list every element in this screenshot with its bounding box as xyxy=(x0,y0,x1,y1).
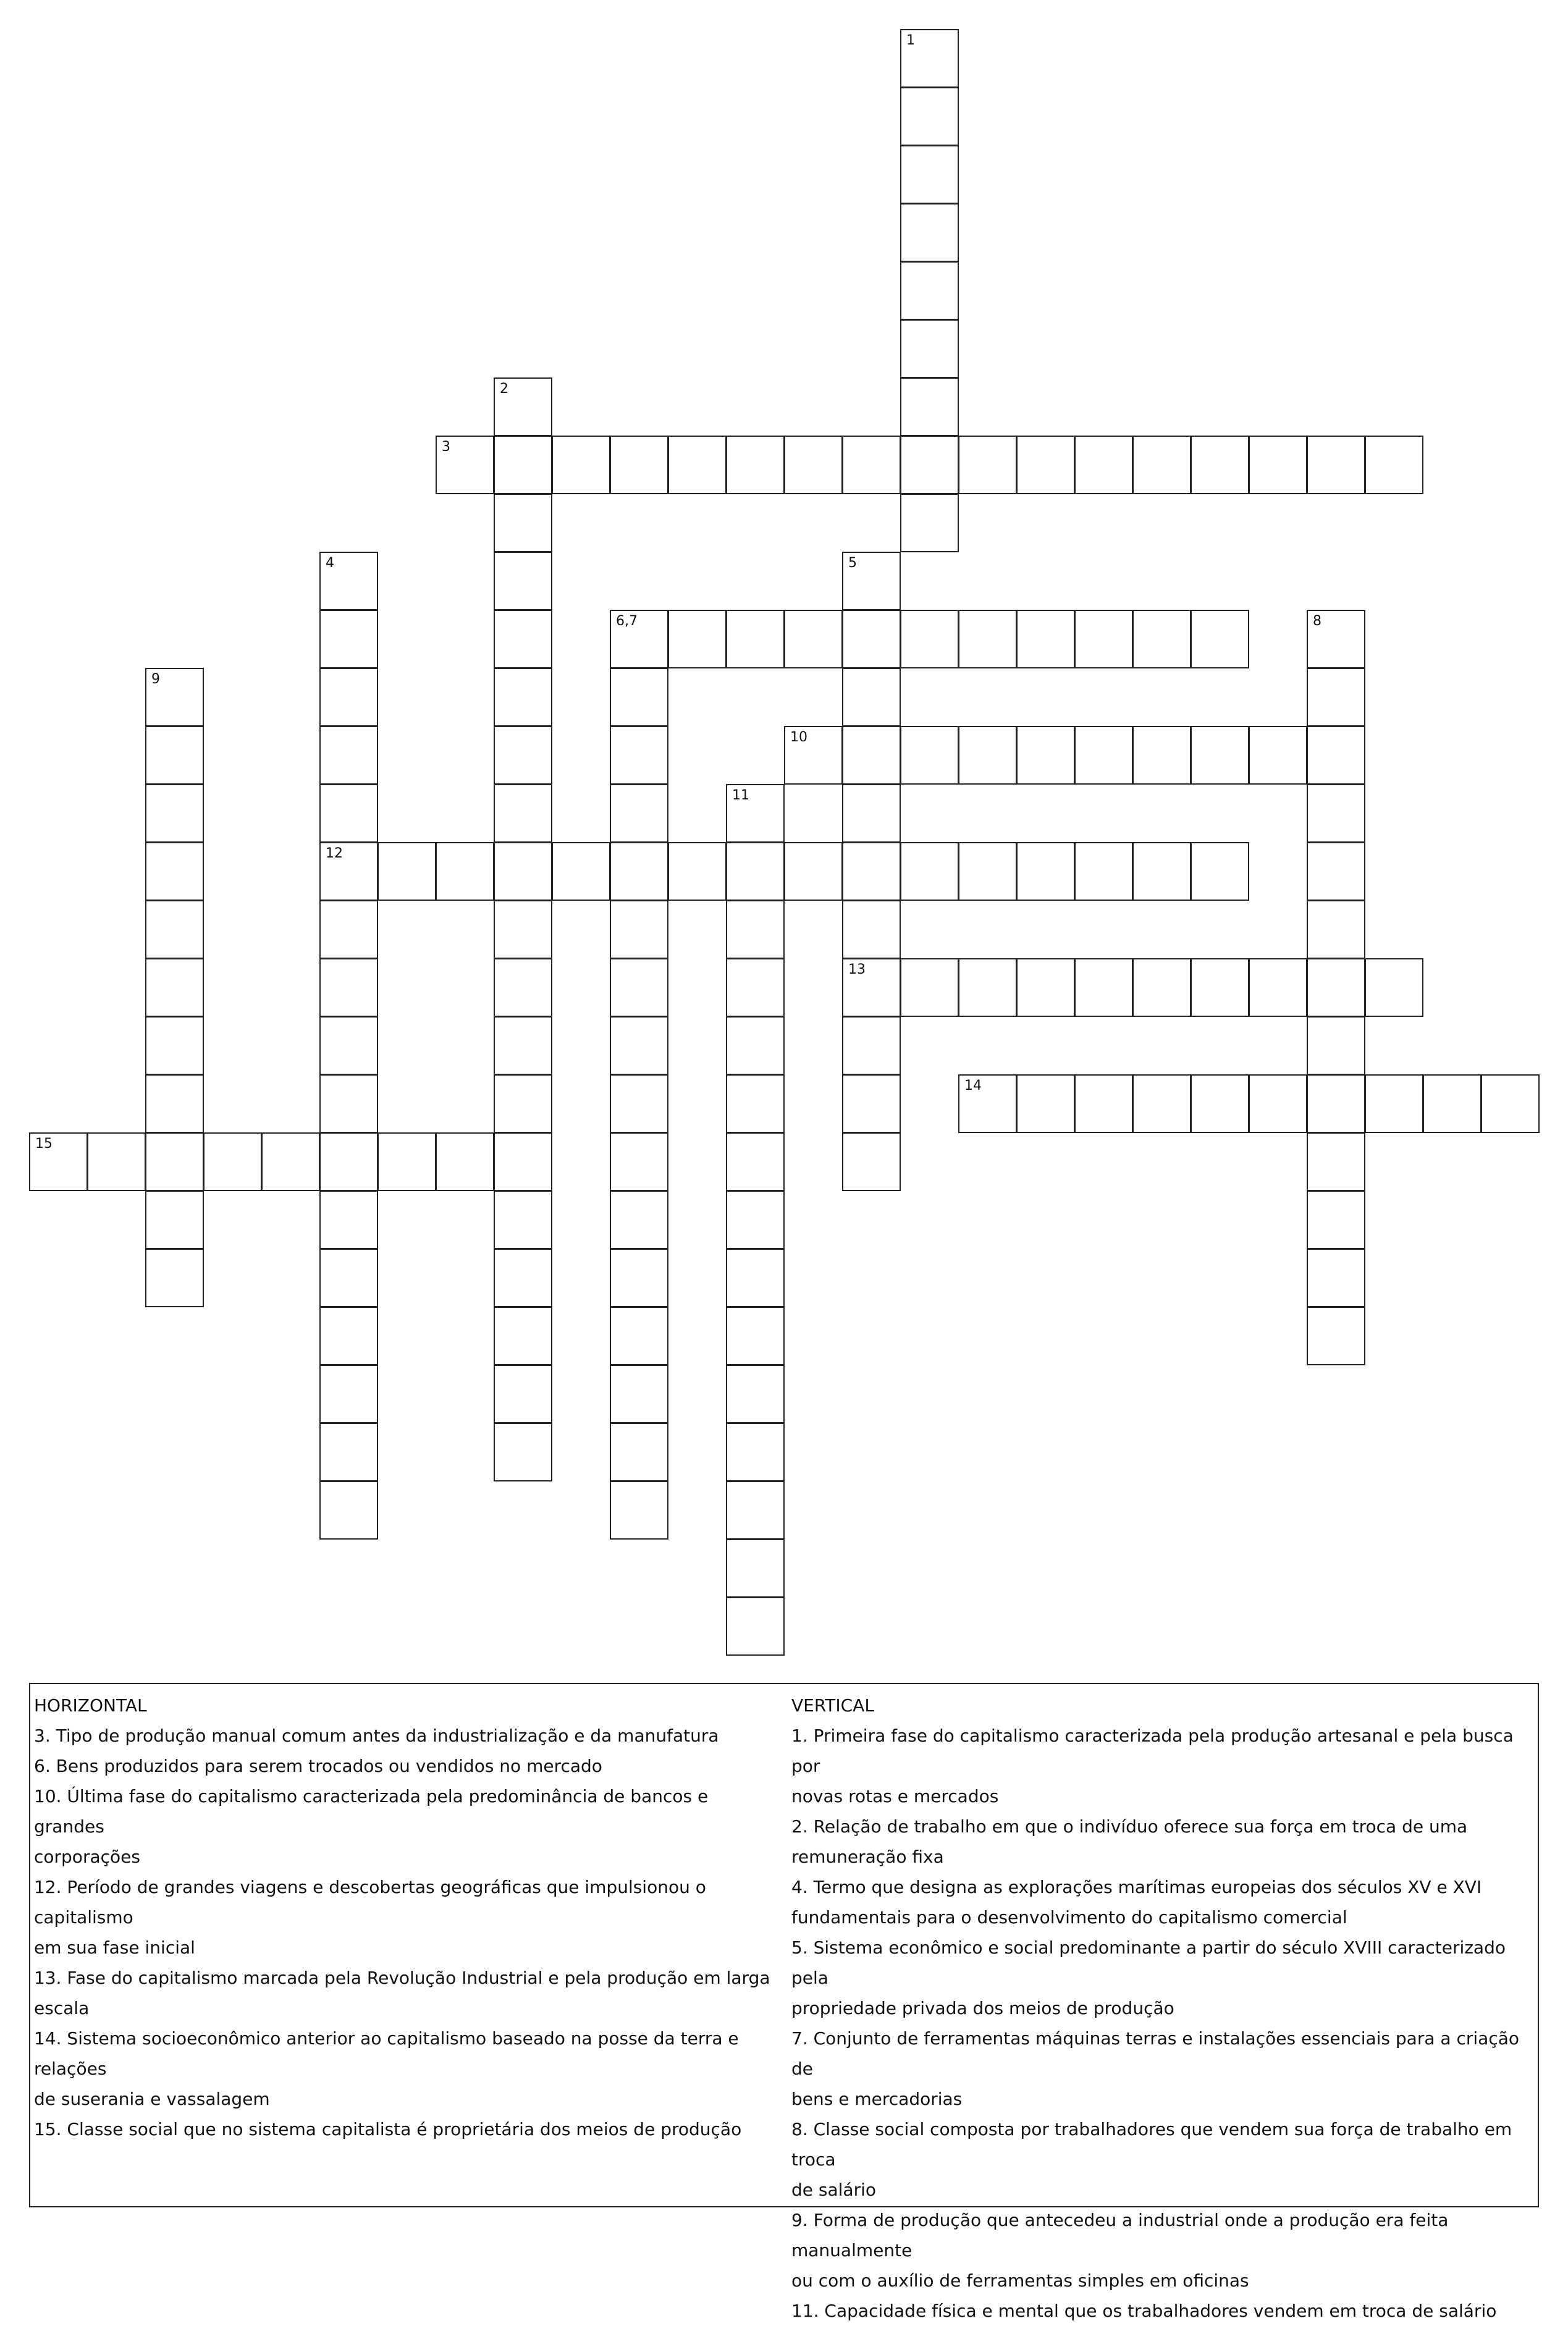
crossword-cell[interactable] xyxy=(319,1132,378,1191)
crossword-cell[interactable] xyxy=(145,1249,204,1307)
clue-number: 6,7 xyxy=(616,613,638,629)
crossword-cell[interactable] xyxy=(610,1190,668,1249)
crossword-cell[interactable] xyxy=(1016,958,1075,1017)
crossword-cell[interactable] xyxy=(610,1249,668,1307)
crossword-cell[interactable] xyxy=(145,726,204,785)
crossword-cell[interactable] xyxy=(494,552,552,610)
crossword-cell[interactable] xyxy=(610,1074,668,1133)
crossword-cell[interactable] xyxy=(319,1190,378,1249)
clue-number: 15 xyxy=(35,1136,53,1152)
crossword-cell[interactable] xyxy=(377,842,436,901)
crossword-cell[interactable] xyxy=(145,668,204,727)
crossword-cell[interactable] xyxy=(377,1132,436,1191)
crossword-cell[interactable] xyxy=(1016,436,1075,494)
clue-number: 1 xyxy=(906,33,915,48)
crossword-cell[interactable] xyxy=(494,1074,552,1133)
crossword-cell[interactable] xyxy=(494,842,552,901)
crossword-cell[interactable] xyxy=(494,1249,552,1307)
clue-line: 4. Termo que designa as explorações marítimas europeias dos séculos XV e XVI xyxy=(791,1877,1482,1897)
crossword-cell[interactable] xyxy=(610,1016,668,1075)
crossword-cell[interactable] xyxy=(494,1132,552,1191)
crossword-cell[interactable] xyxy=(610,784,668,843)
crossword-cell[interactable] xyxy=(784,726,843,785)
crossword-cell[interactable] xyxy=(958,1074,1017,1133)
clue-line: 12. Período de grandes viagens e descobertas geográficas que impulsionou o capitalismo xyxy=(34,1877,706,1928)
crossword-cell[interactable] xyxy=(319,1249,378,1307)
crossword-cell[interactable] xyxy=(1307,1307,1365,1365)
clue-number: 14 xyxy=(964,1078,982,1093)
crossword-cell[interactable] xyxy=(958,958,1017,1017)
crossword-cell[interactable] xyxy=(610,668,668,727)
crossword-cell[interactable] xyxy=(1307,610,1365,668)
crossword-cell[interactable] xyxy=(668,436,727,494)
crossword-cell[interactable] xyxy=(726,1074,785,1133)
crossword-cell[interactable] xyxy=(900,377,959,436)
crossword-cell[interactable] xyxy=(319,784,378,843)
clue-number: 8 xyxy=(1313,613,1321,629)
crossword-cell[interactable] xyxy=(319,1423,378,1481)
crossword-cell[interactable] xyxy=(1307,436,1365,494)
clue-line: 11. Capacidade física e mental que os trabalhadores vendem em troca de salário xyxy=(791,2301,1497,2321)
crossword-cell[interactable] xyxy=(726,1481,785,1540)
crossword-cell[interactable] xyxy=(494,726,552,785)
crossword-cell[interactable] xyxy=(145,842,204,901)
crossword-cell[interactable] xyxy=(1074,610,1133,668)
crossword-cell[interactable] xyxy=(842,1132,901,1191)
crossword-cell[interactable] xyxy=(1249,726,1307,785)
crossword-cell[interactable] xyxy=(784,436,843,494)
crossword-cell[interactable] xyxy=(842,842,901,901)
crossword-cell[interactable] xyxy=(726,842,785,901)
crossword-cell[interactable] xyxy=(842,552,901,610)
crossword-cell[interactable] xyxy=(842,436,901,494)
crossword-cell[interactable] xyxy=(1016,610,1075,668)
crossword-cell[interactable] xyxy=(145,1016,204,1075)
crossword-cell[interactable] xyxy=(1074,1074,1133,1133)
crossword-cell[interactable] xyxy=(319,958,378,1017)
crossword-cell[interactable] xyxy=(610,1132,668,1191)
crossword-cell[interactable] xyxy=(900,203,959,262)
crossword-cell[interactable] xyxy=(900,319,959,378)
crossword-cell[interactable] xyxy=(610,900,668,959)
crossword-cell[interactable] xyxy=(1365,436,1423,494)
crossword-cell[interactable] xyxy=(958,610,1017,668)
crossword-cell[interactable] xyxy=(842,1074,901,1133)
crossword-cell[interactable] xyxy=(668,842,727,901)
crossword-cell[interactable] xyxy=(842,1016,901,1075)
crossword-cell[interactable] xyxy=(958,726,1017,785)
crossword-cell[interactable] xyxy=(494,958,552,1017)
clue-line: 10. Última fase do capitalismo caracterizada pela predominância de bancos e grandes xyxy=(34,1786,709,1837)
clue-line: ou com o auxílio de ferramentas simples em oficinas xyxy=(791,2270,1249,2291)
horizontal-clues xyxy=(34,1690,782,2144)
clue-line: 8. Classe social composta por trabalhadores que vendem sua força de trabalho em troca xyxy=(791,2119,1512,2170)
crossword-cell[interactable] xyxy=(203,1132,262,1191)
crossword-cell[interactable] xyxy=(1191,726,1249,785)
clue-number: 5 xyxy=(848,555,857,571)
crossword-cell[interactable] xyxy=(1074,842,1133,901)
crossword-cell[interactable] xyxy=(726,1365,785,1423)
crossword-cell[interactable] xyxy=(726,1597,785,1656)
crossword-cell[interactable] xyxy=(726,1016,785,1075)
crossword-cell[interactable] xyxy=(1132,726,1191,785)
crossword-cell[interactable] xyxy=(1132,842,1191,901)
crossword-cell[interactable] xyxy=(494,668,552,727)
crossword-cell[interactable] xyxy=(494,610,552,668)
crossword-cell[interactable] xyxy=(1365,1074,1423,1133)
crossword-cell[interactable] xyxy=(494,436,552,494)
crossword-cell[interactable] xyxy=(900,726,959,785)
crossword-cell[interactable] xyxy=(319,1365,378,1423)
crossword-cell[interactable] xyxy=(1132,610,1191,668)
crossword-cell[interactable] xyxy=(726,1190,785,1249)
clue-line: 6. Bens produzidos para serem trocados ou vendidos no mercado xyxy=(34,1756,602,1776)
crossword-cell[interactable] xyxy=(436,842,494,901)
clue-line: de salário xyxy=(791,2180,877,2200)
crossword-cell[interactable] xyxy=(494,1365,552,1423)
crossword-cell[interactable] xyxy=(610,1423,668,1481)
crossword-cell[interactable] xyxy=(726,1249,785,1307)
crossword-cell[interactable] xyxy=(726,436,785,494)
clue-line: fundamentais para o desenvolvimento do capitalismo comercial xyxy=(791,1907,1347,1928)
crossword-cell[interactable] xyxy=(610,726,668,785)
crossword-cell[interactable] xyxy=(1132,958,1191,1017)
crossword-cell[interactable] xyxy=(319,1074,378,1133)
crossword-cell[interactable] xyxy=(1307,958,1365,1017)
crossword-cell[interactable] xyxy=(900,610,959,668)
clue-line: em sua fase inicial xyxy=(34,1937,195,1958)
crossword-cell[interactable] xyxy=(900,145,959,204)
crossword-cell[interactable] xyxy=(1191,436,1249,494)
crossword-cell[interactable] xyxy=(1307,1016,1365,1075)
crossword-cell[interactable] xyxy=(1307,1074,1365,1133)
crossword-cell[interactable] xyxy=(726,1132,785,1191)
crossword-cell[interactable] xyxy=(1191,1074,1249,1133)
clue-number: 10 xyxy=(790,730,807,745)
crossword-cell[interactable] xyxy=(1249,436,1307,494)
crossword-cell[interactable] xyxy=(842,610,901,668)
clue-line: remuneração fixa xyxy=(791,1847,944,1867)
crossword-cell[interactable] xyxy=(145,1190,204,1249)
crossword-cell[interactable] xyxy=(436,1132,494,1191)
crossword-cell[interactable] xyxy=(1307,668,1365,727)
clue-box xyxy=(29,1683,1539,2321)
crossword-cell[interactable] xyxy=(319,1307,378,1365)
crossword-cell[interactable] xyxy=(1307,900,1365,959)
clue-line: 14. Sistema socioeconômico anterior ao capitalismo baseado na posse da terra e relações xyxy=(34,2028,739,2079)
clue-line: bens e mercadorias xyxy=(791,2089,963,2109)
crossword-cell[interactable] xyxy=(319,726,378,785)
crossword-cell[interactable] xyxy=(1191,610,1249,668)
vertical-heading: VERTICAL xyxy=(791,1695,874,1716)
crossword-cell[interactable] xyxy=(726,1539,785,1598)
clue-line: de suserania e vassalagem xyxy=(34,2089,270,2109)
crossword-cell[interactable] xyxy=(1249,1074,1307,1133)
crossword-cell[interactable] xyxy=(1074,958,1133,1017)
crossword-cell[interactable] xyxy=(1191,958,1249,1017)
crossword-cell[interactable] xyxy=(1423,1074,1482,1133)
clue-line: escala xyxy=(34,1998,90,2018)
crossword-cell[interactable] xyxy=(726,610,785,668)
crossword-cell[interactable] xyxy=(319,1481,378,1540)
crossword-cell[interactable] xyxy=(145,1132,204,1191)
clue-line: novas rotas e mercados xyxy=(791,1786,999,1806)
crossword-cell[interactable] xyxy=(494,494,552,552)
crossword-cell[interactable] xyxy=(1132,1074,1191,1133)
vertical-clues xyxy=(791,1690,1536,2326)
clue-number: 12 xyxy=(326,846,343,861)
crossword-cell[interactable] xyxy=(261,1132,320,1191)
crossword-cell[interactable] xyxy=(784,842,843,901)
crossword-cell[interactable] xyxy=(319,842,378,901)
clue-number: 11 xyxy=(732,788,749,803)
clue-line: 7. Conjunto de ferramentas máquinas terras e instalações essenciais para a criação de xyxy=(791,2028,1519,2079)
crossword-cell[interactable] xyxy=(842,958,901,1017)
crossword-cell[interactable] xyxy=(552,436,610,494)
crossword-cell[interactable] xyxy=(900,436,959,494)
crossword-cell[interactable] xyxy=(319,668,378,727)
crossword-cell[interactable] xyxy=(1074,726,1133,785)
crossword-cell[interactable] xyxy=(1481,1074,1540,1133)
crossword-cell[interactable] xyxy=(610,842,668,901)
crossword-cell[interactable] xyxy=(842,726,901,785)
clue-line: 3. Tipo de produção manual comum antes da industrialização e da manufatura xyxy=(34,1726,719,1746)
horizontal-heading: HORIZONTAL xyxy=(34,1695,147,1716)
crossword-cell[interactable] xyxy=(1307,784,1365,843)
crossword-cell[interactable] xyxy=(900,87,959,146)
crossword-cell[interactable] xyxy=(494,784,552,843)
crossword-cell[interactable] xyxy=(319,610,378,668)
crossword-cell[interactable] xyxy=(1016,842,1075,901)
clue-line: 9. Forma de produção que antecedeu a industrial onde a produção era feita manualmente xyxy=(791,2210,1449,2261)
crossword-cell[interactable] xyxy=(1016,1074,1075,1133)
crossword-cell[interactable] xyxy=(958,842,1017,901)
crossword-cell[interactable] xyxy=(29,1132,88,1191)
crossword-cell[interactable] xyxy=(552,842,610,901)
crossword-cell[interactable] xyxy=(610,436,668,494)
crossword-cell[interactable] xyxy=(1307,1190,1365,1249)
crossword-cell[interactable] xyxy=(319,1016,378,1075)
crossword-cell[interactable] xyxy=(1249,958,1307,1017)
crossword-cell[interactable] xyxy=(494,1307,552,1365)
crossword-cell[interactable] xyxy=(900,29,959,88)
clue-line: propriedade privada dos meios de produção xyxy=(791,1998,1174,2018)
crossword-cell[interactable] xyxy=(494,1016,552,1075)
crossword-cell[interactable] xyxy=(668,610,727,668)
crossword-cell[interactable] xyxy=(610,1481,668,1540)
clue-line: 2. Relação de trabalho em que o indivíduo oferece sua força em troca de uma xyxy=(791,1816,1468,1837)
crossword-cell[interactable] xyxy=(726,1307,785,1365)
crossword-cell[interactable] xyxy=(1307,1249,1365,1307)
crossword-cell[interactable] xyxy=(319,552,378,610)
clue-line: corporações xyxy=(34,1847,140,1867)
crossword-cell[interactable] xyxy=(610,958,668,1017)
crossword-cell[interactable] xyxy=(494,1190,552,1249)
crossword-cell[interactable] xyxy=(900,261,959,320)
crossword-cell[interactable] xyxy=(900,842,959,901)
crossword-cell[interactable] xyxy=(610,610,668,668)
crossword-cell[interactable] xyxy=(610,1365,668,1423)
crossword-cell[interactable] xyxy=(842,784,901,843)
clue-number: 4 xyxy=(326,555,334,571)
crossword-cell[interactable] xyxy=(1074,436,1133,494)
clue-number: 2 xyxy=(500,381,508,397)
clue-number: 13 xyxy=(848,962,866,977)
clue-line: 13. Fase do capitalismo marcada pela Revolução Industrial e pela produção em larga xyxy=(34,1968,770,1988)
crossword-cell[interactable] xyxy=(145,784,204,843)
crossword-cell[interactable] xyxy=(726,784,785,843)
crossword-cell[interactable] xyxy=(87,1132,146,1191)
crossword-cell[interactable] xyxy=(1307,1132,1365,1191)
crossword-cell[interactable] xyxy=(784,610,843,668)
clue-line: 5. Sistema econômico e social predominante a partir do século XVIII caracterizado pela xyxy=(791,1937,1506,1988)
crossword-cell[interactable] xyxy=(319,900,378,959)
crossword-cell[interactable] xyxy=(1365,958,1423,1017)
crossword-cell[interactable] xyxy=(494,900,552,959)
crossword-cell[interactable] xyxy=(145,958,204,1017)
crossword-cell[interactable] xyxy=(436,436,494,494)
crossword-cell[interactable] xyxy=(1016,726,1075,785)
crossword-cell[interactable] xyxy=(1307,726,1365,785)
clue-line: 1. Primeira fase do capitalismo caracterizada pela produção artesanal e pela busca por xyxy=(791,1726,1514,1776)
crossword-cell[interactable] xyxy=(842,900,901,959)
crossword-cell[interactable] xyxy=(900,494,959,552)
crossword-cell[interactable] xyxy=(958,436,1017,494)
crossword-cell[interactable] xyxy=(145,1074,204,1133)
clue-number: 3 xyxy=(442,439,450,455)
crossword-cell[interactable] xyxy=(1191,842,1249,901)
crossword-cell[interactable] xyxy=(726,900,785,959)
crossword-cell[interactable] xyxy=(494,377,552,436)
crossword-cell[interactable] xyxy=(610,1307,668,1365)
crossword-cell[interactable] xyxy=(1307,842,1365,901)
crossword-cell[interactable] xyxy=(1132,436,1191,494)
crossword-cell[interactable] xyxy=(726,958,785,1017)
crossword-cell[interactable] xyxy=(842,668,901,727)
clue-line: 15. Classe social que no sistema capitalista é proprietária dos meios de produção xyxy=(34,2119,742,2139)
clue-number: 9 xyxy=(151,672,160,687)
crossword-cell[interactable] xyxy=(900,958,959,1017)
crossword-cell[interactable] xyxy=(145,900,204,959)
crossword-cell[interactable] xyxy=(494,1423,552,1481)
crossword-cell[interactable] xyxy=(726,1423,785,1481)
